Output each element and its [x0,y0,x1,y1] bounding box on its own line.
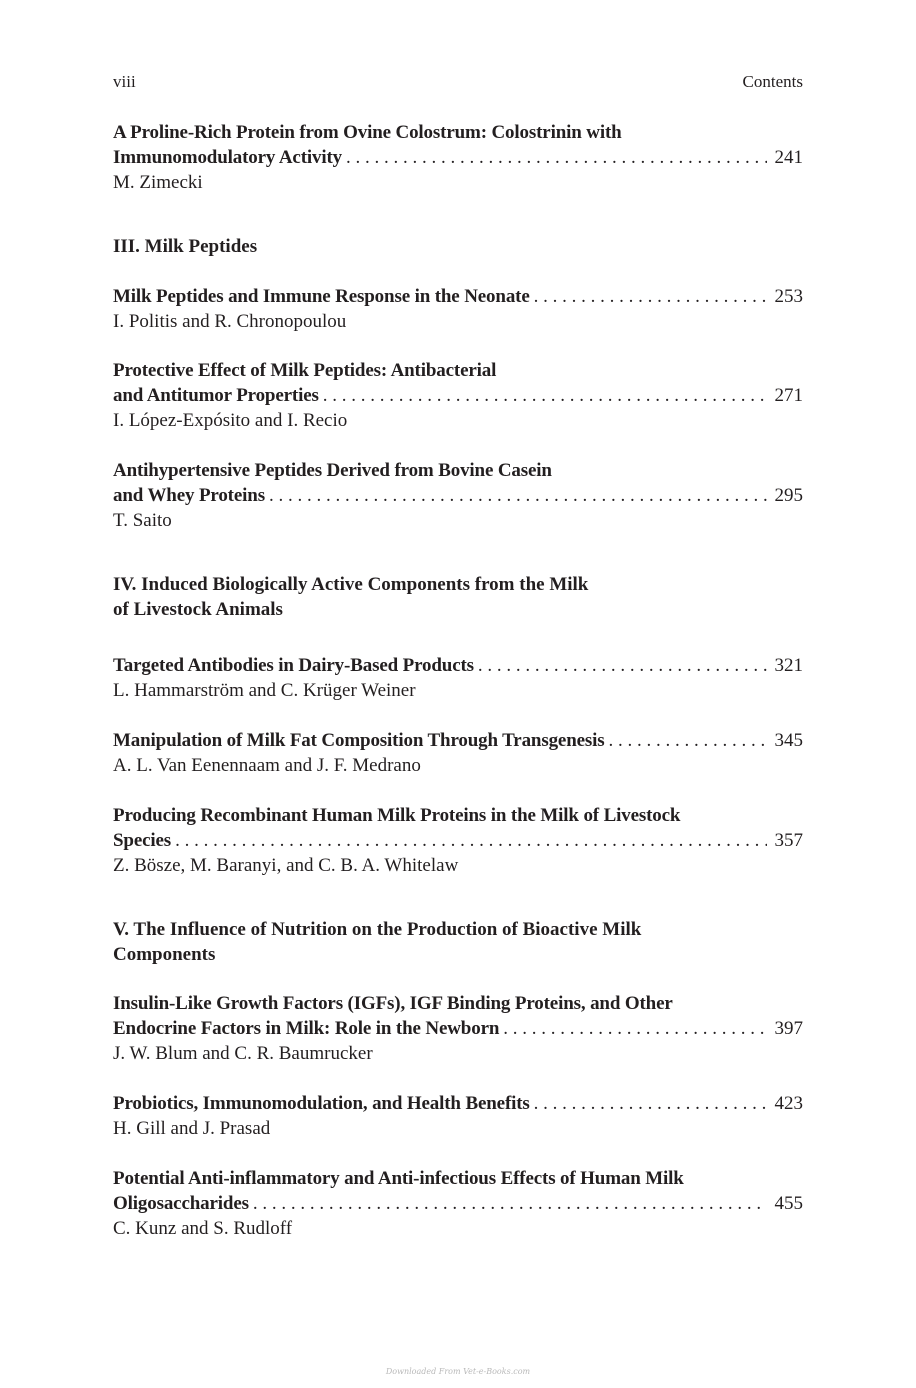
entry-title-line [113,828,803,853]
toc-entry [113,358,803,433]
entry-page-number: 423 [774,1093,803,1114]
dot-leader [323,383,767,408]
entry-authors: C. Kunz and S. Rudloff [113,1218,293,1239]
entry-page-number: 253 [774,286,803,307]
dot-leader [175,828,766,853]
entry-title: Probiotics, Immunomodulation, and Health Benefits [113,1093,530,1114]
section-heading [113,917,803,967]
running-header [113,72,803,94]
entry-title: Species [113,830,172,851]
entry-title: Endocrine Factors in Milk: Role in the Newborn [113,1018,500,1039]
entry-page-number: 321 [774,655,803,676]
toc-entry [113,1091,803,1141]
entry-title: and Antitumor Properties [113,385,319,406]
entry-authors: J. W. Blum and C. R. Baumrucker [113,1043,373,1064]
dot-leader [534,284,767,309]
section-heading-line: of Livestock Animals [113,599,283,620]
toc-entry [113,284,803,334]
entry-page-number: 271 [774,385,803,406]
entry-title-line [113,1191,803,1216]
entry-title-line [113,284,803,309]
entry-title-line [113,1091,803,1116]
entry-page-number: 397 [774,1018,803,1039]
dot-leader [253,1191,767,1216]
entry-authors: I. Politis and R. Chronopoulou [113,311,347,332]
entry-title: Immunomodulatory Activity [113,147,343,168]
section-heading [113,572,803,622]
entry-title: Oligosaccharides [113,1193,249,1214]
entry-title-line [113,653,803,678]
section-heading-line: III. Milk Peptides [113,236,258,257]
toc-entry [113,991,803,1066]
entry-page-number: 345 [774,730,803,751]
toc-entry [113,120,803,195]
entry-authors: A. L. Van Eenennaam and J. F. Medrano [113,755,421,776]
toc-entry [113,653,803,703]
entry-title-line: Insulin-Like Growth Factors (IGFs), IGF Binding Proteins, and Other [113,993,673,1014]
entry-authors: I. López-Expósito and I. Recio [113,410,348,431]
dot-leader [269,483,767,508]
dot-leader [534,1091,767,1116]
contents-page [113,0,803,1388]
entry-title-line: Potential Anti-inflammatory and Anti-infectious Effects of Human Milk [113,1168,684,1189]
entry-authors: T. Saito [113,510,172,531]
entry-title-line: Producing Recombinant Human Milk Proteins in the Milk of Livestock [113,805,681,826]
entry-title: Milk Peptides and Immune Response in the Neonate [113,286,530,307]
entry-title-line: Antihypertensive Peptides Derived from Bovine Casein [113,460,552,481]
dot-leader [346,145,766,170]
dot-leader [478,653,767,678]
watermark: Downloaded From Vet-e-Books.com [385,1367,531,1376]
section-heading-line: IV. Induced Biologically Active Components from the Milk [113,574,589,595]
entry-page-number: 241 [774,147,803,168]
page-number: viii [113,72,136,91]
section-heading-line: Components [113,944,216,965]
toc-entry [113,1166,803,1241]
section-heading [113,234,803,259]
entry-title-line: Protective Effect of Milk Peptides: Antibacterial [113,360,497,381]
entry-title-line [113,145,803,170]
section-heading-line: V. The Influence of Nutrition on the Production of Bioactive Milk [113,919,642,940]
running-title: Contents [742,72,803,91]
entry-authors: Z. Bösze, M. Baranyi, and C. B. A. Whitelaw [113,855,459,876]
entry-page-number: 295 [774,485,803,506]
dot-leader [503,1016,766,1041]
entry-title-line [113,1016,803,1041]
entry-authors: H. Gill and J. Prasad [113,1118,271,1139]
entry-authors: L. Hammarström and C. Krüger Weiner [113,680,416,701]
entry-title-line [113,383,803,408]
entry-authors: M. Zimecki [113,172,203,193]
entry-title: Manipulation of Milk Fat Composition Through Transgenesis [113,730,605,751]
toc-entry [113,728,803,778]
entry-page-number: 357 [774,830,803,851]
entry-title-line [113,728,803,753]
dot-leader [609,728,767,753]
toc-entry [113,458,803,533]
entry-title: and Whey Proteins [113,485,265,506]
entry-title-line [113,483,803,508]
entry-title-line: A Proline-Rich Protein from Ovine Colostrum: Colostrinin with [113,122,622,143]
toc-entry [113,803,803,878]
entry-page-number: 455 [774,1193,803,1214]
entry-title: Targeted Antibodies in Dairy-Based Products [113,655,474,676]
